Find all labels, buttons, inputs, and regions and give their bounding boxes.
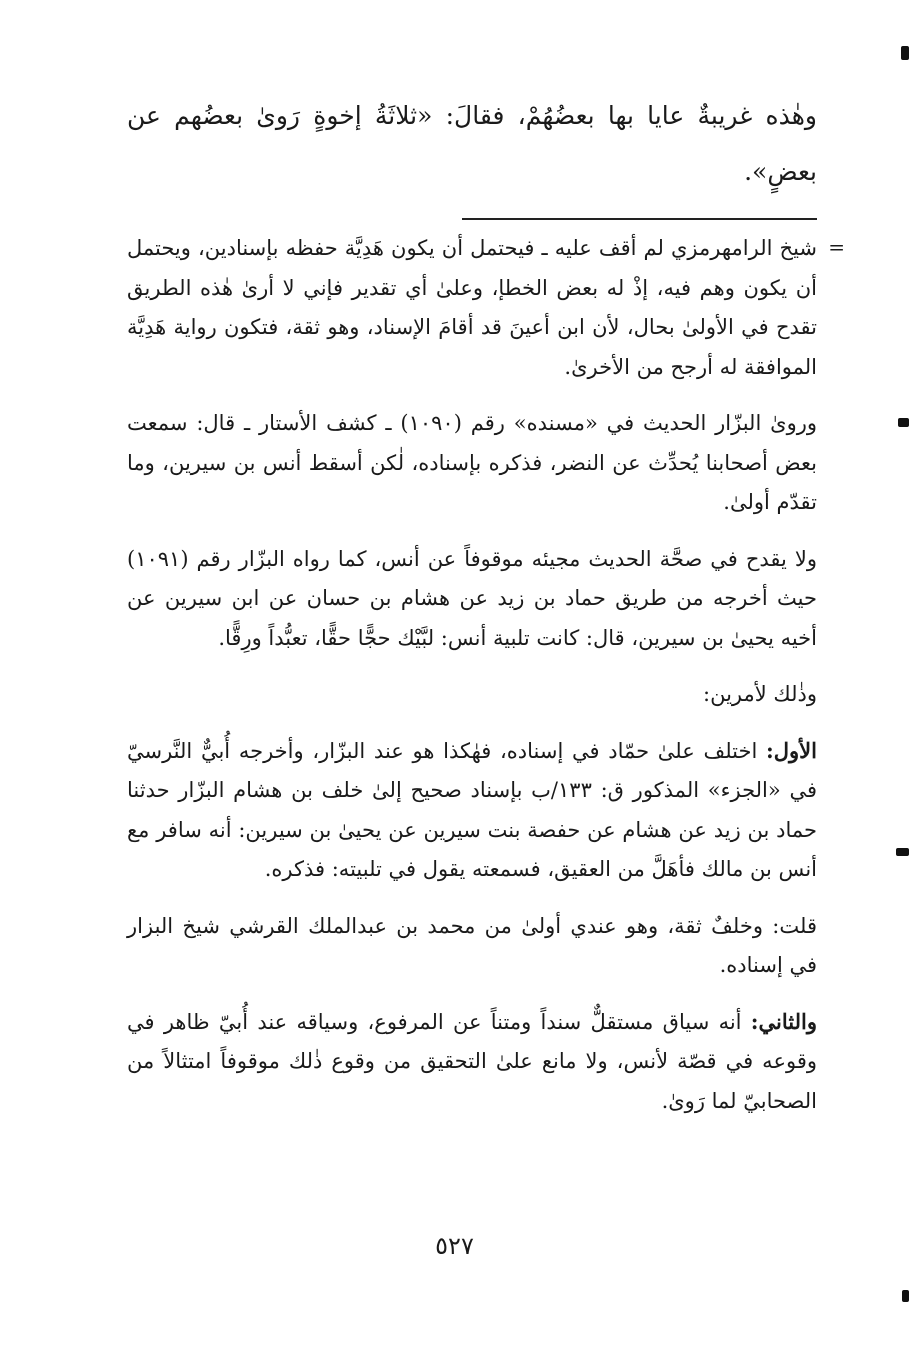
page-number: ٥٢٧ [435, 1232, 474, 1260]
continuation-mark: = [828, 235, 845, 259]
scan-edge-mark [902, 1290, 909, 1302]
footnote-separator [462, 218, 817, 220]
paragraph-text: أنه سياق مستقلٌّ سنداً ومتناً عن المرفوع، وسياقه عند أُبيّ ظاهر في وقوعه في قصّة لأنس، ولا مانع علىٰ التحقيق من وقوع ذٰلك موقوفاً امتثالاً من الصحابيّ لما رَوىٰ. [127, 1009, 817, 1113]
scan-edge-mark [901, 46, 909, 60]
paragraph-lead: والثاني: [750, 1008, 817, 1034]
scan-edge-mark [896, 848, 909, 856]
footnote-paragraph [127, 539, 817, 659]
paragraph-text: شيخ الرامهرمزي لم أقف عليه ـ فيحتمل أن يكون هَدِيَّة حفظه بإسنادين، ويحتمل أن يكون وهم فيه، إذْ له بعض الخطإ، وعلىٰ أي تقدير فإني لا أرىٰ هٰذه الطريق تقدح في الأولىٰ بحال، لأن ابن أعينَ قد أقامَ الإسناد، وهو ثقة، فتكون رواية هَدِيَّة الموافقة له أرجح من الأخرىٰ. [127, 236, 817, 379]
paragraph-text: ولا يقدح في صحَّة الحديث مجيئه موقوفاً عن أنس، كما رواه البزّار رقم (١٠٩١) حيث أخرجه من طريق حماد بن زيد عن هشام بن حسان عن ابن سيرين عن أخيه يحيىٰ بن سيرين، قال: كانت تلبية أنس: لبَّيْك حجًّا حقًّا، تعبُّداً ورِقًّا. [127, 546, 817, 650]
main-text: وهٰذه غريبةٌ عايا بها بعضُهُمْ، فقالَ: «ثلاثَةُ إخوةٍ رَوىٰ بعضُهم عن بعضٍ». [127, 101, 817, 186]
paragraph-text: اختلف علىٰ حمّاد في إسناده، فهٰكذا هو عند البزّار، وأخرجه أُبيٌّ النَّرسيّ في «الجزء» المذكور ق: ١٣٣/ب بإسناد صحيح إلىٰ خلف بن هشام البزّار حدثنا حماد بن زيد عن هشام عن حفصة بنت سيرين عن يحيىٰ بن سيرين: أنه سافر مع أنس بن مالك فأهَلَّ من العقيق، فسمعته يقول في تلبيته: فذكره. [127, 738, 817, 881]
footnote-paragraph [127, 403, 817, 523]
footnotes [127, 228, 845, 1137]
footnote-paragraph [127, 731, 817, 890]
footnote-paragraph [127, 906, 817, 986]
scan-edge-mark [898, 418, 909, 427]
paragraph-text: وذٰلك لأمرين: [703, 682, 817, 706]
footnote-paragraph [127, 228, 817, 387]
paragraph-text: وروىٰ البزّار الحديث في «مسنده» رقم (١٠٩٠) ـ كشف الأستار ـ قال: سمعت بعض أصحابنا يُحدِّث عن النضر، فذكره بإسناده، لٰكن أسقط أنس بن سيرين، وما تقدّم أولىٰ. [127, 411, 817, 514]
footnote-paragraph [127, 1002, 817, 1122]
paragraph-text: قلت: وخلفٌ ثقة، وهو عندي أولىٰ من محمد بن عبدالملك القرشي شيخ البزار في إسناده. [127, 913, 817, 977]
paragraph-lead: الأول: [766, 737, 817, 763]
footnote-paragraph [127, 674, 817, 715]
